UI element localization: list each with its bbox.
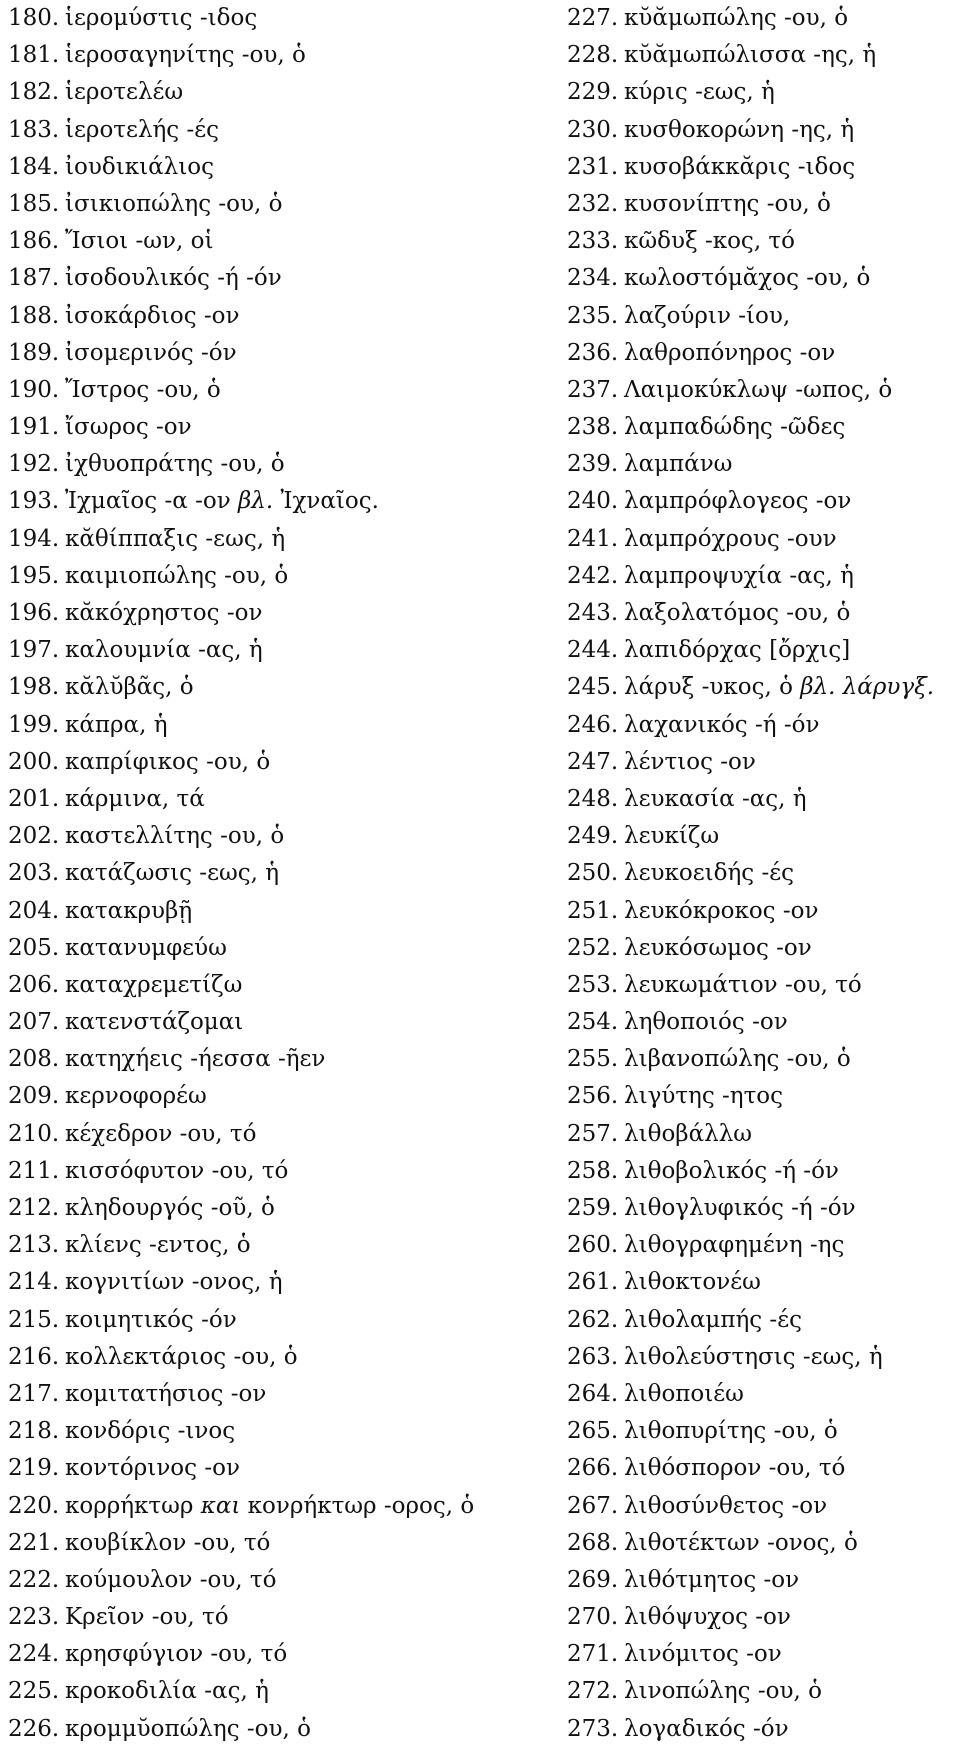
entry-number: 201. [8,785,60,812]
glossary-entry [8,669,528,706]
glossary-entry [8,335,528,372]
entry-term: ἱεροσαγηνίτης -ου, ὁ [65,42,306,69]
glossary-entry [567,1078,957,1115]
entry-term [65,1488,474,1525]
entry-number: 222. [8,1566,60,1593]
glossary-entry [567,1711,957,1748]
entry-term: λιθολεύστησις -εως, ἡ [624,1343,883,1370]
glossary-entry [8,1116,528,1153]
glossary-entry [8,409,528,446]
glossary-entry [567,1339,957,1376]
glossary-entry [567,260,957,297]
entry-term: κύρις -εως, ἡ [624,79,775,106]
glossary-entry [8,967,528,1004]
entry-term-reference: κονρήκτωρ -ορος, ὁ [240,1492,475,1519]
entry-number: 217. [8,1380,60,1407]
entry-term: κατανυμφεύω [65,934,227,961]
entry-number: 190. [8,376,60,403]
entry-term: ἱεροτελής -ές [65,116,220,143]
glossary-entry [567,781,957,818]
glossary-entry [8,1153,528,1190]
entry-term: κᾰλῠβᾶς, ὁ [65,674,194,701]
entry-term-main: κορρήκτωρ [65,1492,201,1519]
entry-number: 193. [8,488,60,515]
glossary-entry [567,1190,957,1227]
left-column [8,0,528,1748]
entry-term: ἴσωρος -ον [65,414,192,441]
entry-number: 185. [8,190,60,217]
glossary-entry [8,446,528,483]
entry-number: 267. [567,1492,619,1519]
entry-term: λευκίζω [624,823,720,850]
entry-term: κληδουργός -οῦ, ὁ [65,1195,275,1221]
entry-term: ἰσοδουλικός -ή -όν [65,265,282,292]
entry-term: λιθοτέκτων -ονος, ὁ [624,1529,858,1556]
entry-term: λαθροπόνηρος -ον [624,339,836,366]
glossary-entry [567,112,957,149]
entry-term: Κρεῖον -ου, τό [65,1604,229,1631]
entry-term: λινοπώλης -ου, ὁ [624,1678,822,1705]
entry-term: κροκοδιλία -ας, ἡ [65,1678,269,1705]
entry-number: 212. [8,1195,60,1221]
glossary-entry [567,1302,957,1339]
entry-number: 214. [8,1269,60,1296]
glossary-entry [8,37,528,74]
entry-term: λευκόσωμος -ον [624,934,812,961]
entry-number: 207. [8,1009,60,1036]
entry-number: 247. [567,748,619,775]
glossary-entry [567,558,957,595]
glossary-entry [8,112,528,149]
glossary-entry [8,1562,528,1599]
entry-number: 208. [8,1046,60,1073]
entry-number: 199. [8,711,60,738]
entry-term: κατενστάζομαι [65,1009,244,1036]
glossary-entry [567,1636,957,1673]
entry-term: κυσονίπτης -ου, ὁ [624,190,831,217]
glossary-entry [8,372,528,409]
glossary-entry [8,1599,528,1636]
entry-number: 258. [567,1157,619,1184]
glossary-entry [8,186,528,223]
entry-term: καπρίφικος -ου, ὁ [65,748,271,775]
entry-term: κοντόρινος -ον [65,1455,240,1482]
glossary-entry [8,558,528,595]
entry-term: κάρμινα, τά [65,785,205,812]
entry-term: λιθόσπορον -ου, τό [624,1455,846,1482]
entry-term: κλίενς -εντος, ὁ [65,1232,251,1259]
entry-term: λαχανικός -ή -όν [624,711,820,738]
glossary-entry [8,1302,528,1339]
entry-number: 223. [8,1604,60,1631]
glossary-entry [567,930,957,967]
entry-number: 243. [567,600,619,626]
glossary-entry [8,521,528,558]
entry-term: κονδόρις -ινος [65,1418,236,1445]
entry-number: 242. [567,562,619,589]
entry-term: κατάζωσις -εως, ἡ [65,860,280,887]
entry-number: 257. [567,1120,619,1147]
entry-cross-reference: βλ. λάρυγξ. [800,674,935,701]
entry-term: ἱερομύστις -ιδος [65,5,258,31]
glossary-entry [567,1004,957,1041]
entry-number: 261. [567,1269,619,1296]
entry-number: 236. [567,339,619,366]
glossary-entry [567,223,957,260]
entry-term: ἰχθυοπράτης -ου, ὁ [65,451,285,478]
glossary-entry [8,1190,528,1227]
entry-number: 191. [8,414,60,441]
entry-number: 239. [567,451,619,478]
entry-term: κῠᾰμωπώλισσα -ης, ἡ [624,42,877,69]
entry-number: 250. [567,860,619,887]
entry-term: καλουμνία -ας, ἡ [65,637,263,664]
entry-number: 219. [8,1455,60,1482]
entry-number: 187. [8,265,60,292]
entry-number: 245. [567,674,619,701]
entry-term: λινόμιτος -ον [624,1641,782,1668]
glossary-entry [567,744,957,781]
glossary-entry [567,632,957,669]
entry-term: λαπιδόρχας [ὄρχις] [624,637,851,664]
glossary-entry [8,1488,528,1525]
entry-number: 232. [567,190,619,217]
glossary-entry [567,1116,957,1153]
entry-number: 256. [567,1083,619,1110]
entry-term: κέχεδρον -ου, τό [65,1120,257,1147]
glossary-entry [8,818,528,855]
glossary-entry [567,707,957,744]
entry-number: 230. [567,116,619,143]
glossary-entry [8,1525,528,1562]
right-column [567,0,957,1748]
glossary-entry [8,1227,528,1264]
entry-term: κερνοφορέω [65,1083,207,1110]
glossary-entry [567,1153,957,1190]
entry-number: 233. [567,228,619,255]
entry-number: 228. [567,42,619,69]
entry-number: 255. [567,1046,619,1073]
entry-number: 198. [8,674,60,701]
glossary-entry [567,1450,957,1487]
entry-number: 192. [8,451,60,478]
glossary-entry [8,298,528,335]
glossary-entry [567,0,957,37]
entry-number: 253. [567,971,619,998]
entry-number: 271. [567,1641,619,1668]
entry-cross-reference: και [200,1492,241,1519]
entry-term: κρησφύγιον -ου, τό [65,1641,288,1668]
entry-number: 234. [567,265,619,292]
entry-term: λιθογραφημένη -ης [624,1232,845,1259]
entry-number: 273. [567,1715,619,1742]
glossary-entry [567,483,957,520]
entry-number: 237. [567,376,619,403]
entry-number: 272. [567,1678,619,1705]
glossary-entry [8,483,528,520]
entry-number: 226. [8,1715,60,1742]
glossary-entry [8,855,528,892]
glossary-entry [567,1227,957,1264]
entry-term: κογνιτίων -ονος, ἡ [65,1269,283,1296]
glossary-entry [567,1376,957,1413]
entry-number: 200. [8,748,60,775]
entry-term: κυσοβάκκᾰρις -ιδος [624,153,856,180]
entry-term: λαμπαδώδης -ῶδες [624,414,846,441]
glossary-entry [567,855,957,892]
entry-term: ἱεροτελέω [65,79,184,106]
entry-term: Ἴστρος -ου, ὁ [65,376,221,403]
entry-term: ἰουδικιάλιος [65,153,214,180]
entry-term: λαμπρόχρους -ουν [624,525,837,552]
entry-number: 229. [567,79,619,106]
glossary-entry [8,744,528,781]
entry-number: 263. [567,1343,619,1370]
entry-term: ἰσοκάρδιος -ον [65,302,240,329]
glossary-entry [8,781,528,818]
entry-number: 202. [8,823,60,850]
glossary-entry [567,893,957,930]
entry-number: 262. [567,1306,619,1333]
entry-number: 270. [567,1604,619,1631]
entry-number: 197. [8,637,60,664]
glossary-entry [8,1636,528,1673]
glossary-entry [8,260,528,297]
entry-term: κούμουλον -ου, τό [65,1566,277,1593]
entry-number: 210. [8,1120,60,1147]
entry-term: λιβανοπώλης -ου, ὁ [624,1046,851,1073]
glossary-entry [567,669,957,706]
glossary-entry [8,1673,528,1710]
entry-number: 248. [567,785,619,812]
glossary-entry [8,1339,528,1376]
entry-number: 254. [567,1009,619,1036]
glossary-entry [8,930,528,967]
glossary-entry [8,149,528,186]
entry-number: 244. [567,637,619,664]
glossary-entry [567,74,957,111]
entry-term: λιγύτης -ητος [624,1083,784,1110]
entry-term: λαζούριν -ίου, [624,302,791,329]
glossary-entry [8,223,528,260]
entry-number: 220. [8,1492,60,1519]
entry-number: 203. [8,860,60,887]
entry-term: κωλοστόμᾰχος -ου, ὁ [624,265,871,292]
glossary-entry [567,372,957,409]
entry-number: 180. [8,5,60,31]
glossary-entry [567,1488,957,1525]
entry-term: λέντιος -ον [624,748,756,775]
glossary-entry [567,1041,957,1078]
entry-number: 188. [8,302,60,329]
entry-term: κατακρυβῇ [65,897,193,924]
entry-number: 268. [567,1529,619,1556]
glossary-entry [567,186,957,223]
entry-number: 241. [567,525,619,552]
glossary-entry [567,1673,957,1710]
entry-term: λογαδικός -όν [624,1715,789,1742]
glossary-entry [567,149,957,186]
glossary-entry [567,967,957,1004]
entry-term-main: Ἰχμαῖος -α -ον [65,488,238,515]
glossary-entry [8,1004,528,1041]
entry-term: κρομμῠοπώλης -ου, ὁ [65,1715,311,1742]
glossary-entry [567,1599,957,1636]
entry-term: κᾰκόχρηστος -ον [65,600,263,626]
entry-term: κατηχήεις -ήεσσα -ῆεν [65,1046,326,1073]
entry-number: 260. [567,1232,619,1259]
glossary-entry [567,1264,957,1301]
entry-number: 231. [567,153,619,180]
entry-number: 266. [567,1455,619,1482]
glossary-entry [567,595,957,632]
entry-term: ἰσομερινός -όν [65,339,237,366]
glossary-entry [8,707,528,744]
entry-term: λαξολατόμος -ου, ὁ [624,600,851,626]
glossary-entry [8,1078,528,1115]
entry-term: λιθοβολικός -ή -όν [624,1157,839,1184]
entry-number: 246. [567,711,619,738]
entry-term: ληθοποιός -ον [624,1009,788,1036]
entry-number: 265. [567,1418,619,1445]
entry-term: λαμπρόφλογεος -ον [624,488,852,515]
entry-number: 240. [567,488,619,515]
entry-term: λιθοκτονέω [624,1269,761,1296]
entry-number: 181. [8,42,60,69]
entry-number: 184. [8,153,60,180]
entry-number: 264. [567,1380,619,1407]
entry-term: λευκωμάτιον -ου, τό [624,971,862,998]
entry-number: 221. [8,1529,60,1556]
entry-term: καταχρεμετίζω [65,971,243,998]
glossary-entry [8,0,528,37]
entry-term: Ἴσιοι -ων, οἱ [65,228,214,255]
entry-number: 269. [567,1566,619,1593]
glossary-entry [8,1413,528,1450]
entry-number: 194. [8,525,60,552]
glossary-entry [567,521,957,558]
entry-number: 195. [8,562,60,589]
entry-term: λιθοποιέω [624,1380,744,1407]
entry-term: καιμιοπώλης -ου, ὁ [65,562,289,589]
glossary-entry [8,74,528,111]
entry-term: κάπρα, ἡ [65,711,168,738]
entry-term: κῶδυξ -κος, τό [624,228,796,255]
entry-term: κοιμητικός -όν [65,1306,237,1333]
entry-number: 204. [8,897,60,924]
entry-term: λιθόψυχος -ον [624,1604,791,1631]
entry-number: 213. [8,1232,60,1259]
entry-number: 238. [567,414,619,441]
glossary-entry [8,632,528,669]
entry-number: 182. [8,79,60,106]
glossary-entry [8,893,528,930]
entry-term: καστελλίτης -ου, ὁ [65,823,285,850]
entry-term: Λαιμοκύκλωψ -ωπος, ὁ [624,376,893,403]
entry-term: λιθολαμπής -ές [624,1306,803,1333]
glossary-entry [567,1525,957,1562]
glossary-entry [8,1376,528,1413]
entry-term: κυσθοκορώνη -ης, ἡ [624,116,855,143]
entry-number: 189. [8,339,60,366]
entry-number: 215. [8,1306,60,1333]
entry-term: κομιτατήσιος -ον [65,1380,267,1407]
entry-number: 252. [567,934,619,961]
glossary-entry [567,298,957,335]
entry-term: κολλεκτάριος -ου, ὁ [65,1343,298,1370]
entry-term: κισσόφυτον -ου, τό [65,1157,289,1184]
glossary-entry [567,1413,957,1450]
glossary-entry [567,409,957,446]
entry-number: 224. [8,1641,60,1668]
glossary-entry [567,335,957,372]
entry-number: 259. [567,1195,619,1221]
entry-term: λιθοσύνθετος -ον [624,1492,828,1519]
entry-term: κουβίκλον -ου, τό [65,1529,271,1556]
entry-term [624,669,934,706]
glossary-entry [567,446,957,483]
entry-term: λευκασία -ας, ἡ [624,785,807,812]
glossary-entry [567,1562,957,1599]
entry-term: λιθότμητος -ον [624,1566,800,1593]
entry-number: 206. [8,971,60,998]
glossary-entry [8,1450,528,1487]
glossary-entry [567,37,957,74]
entry-number: 186. [8,228,60,255]
entry-term: λιθοβάλλω [624,1120,753,1147]
entry-term: λαμπάνω [624,451,733,478]
entry-number: 218. [8,1418,60,1445]
entry-number: 225. [8,1678,60,1705]
glossary-entry [8,1264,528,1301]
entry-term: κῠᾰμωπώλης -ου, ὁ [624,5,849,31]
entry-number: 209. [8,1083,60,1110]
glossary-entry [8,595,528,632]
entry-number: 227. [567,5,619,31]
entry-term: κᾰθίππαξις -εως, ἡ [65,525,286,552]
entry-number: 249. [567,823,619,850]
entry-term: ἰσικιοπώλης -ου, ὁ [65,190,283,217]
entry-number: 235. [567,302,619,329]
entry-number: 196. [8,600,60,626]
entry-number: 251. [567,897,619,924]
entry-number: 211. [8,1157,60,1184]
entry-term: λευκοειδής -ές [624,860,795,887]
entry-number: 216. [8,1343,60,1370]
entry-number: 183. [8,116,60,143]
entry-term: λιθογλυφικός -ή -όν [624,1195,856,1221]
entry-term: λιθοπυρίτης -ου, ὁ [624,1418,838,1445]
entry-term [65,483,379,520]
entry-cross-reference: βλ. [237,488,274,515]
glossary-entry [8,1041,528,1078]
entry-term: λαμπροψυχία -ας, ἡ [624,562,854,589]
entry-number: 205. [8,934,60,961]
entry-term-reference: Ἰχναῖος. [273,488,379,515]
glossary-entry [567,818,957,855]
entry-term: λευκόκροκος -ον [624,897,819,924]
entry-term-main: λάρυξ -υκος, ὁ [624,674,801,701]
glossary-entry [8,1711,528,1748]
